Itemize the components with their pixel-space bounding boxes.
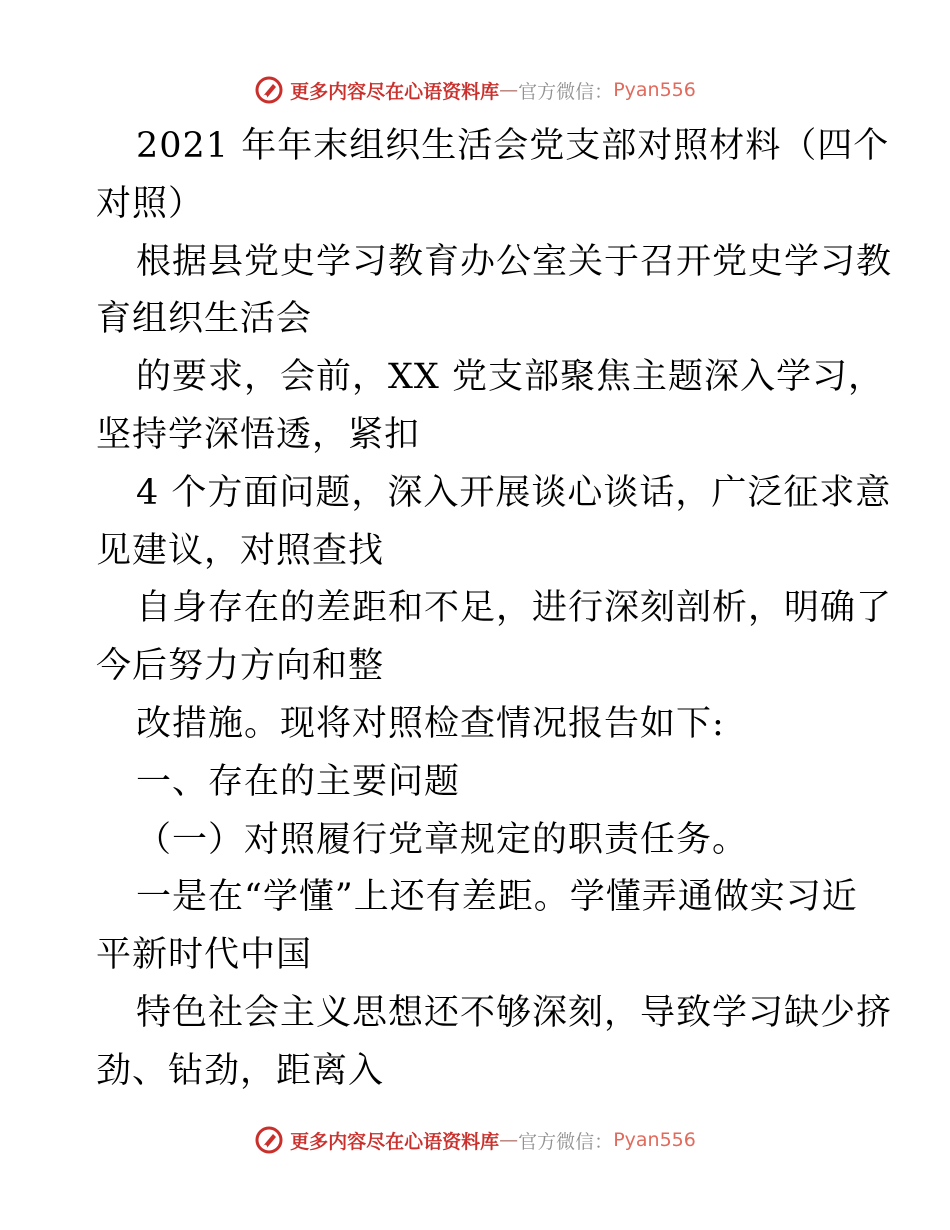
document-body [96, 118, 893, 1101]
watermark-official-label: 官方微信： [518, 80, 614, 103]
document-title-line-1: 2021 年年末组织生活会党支部对照材料（四个 [136, 126, 890, 166]
paragraph-line: 平新时代中国 [96, 935, 313, 976]
paragraph-line: 一是在“学懂”上还有差距。学懂弄通做实习近 [136, 877, 858, 918]
subsection-heading: （一）对照履行党章规定的职责任务。 [136, 819, 749, 860]
watermark-official-label: 官方微信： [518, 1130, 614, 1153]
paragraph-line: 坚持学深悟透，紧扣 [96, 414, 421, 455]
watermark-dash: — [499, 1129, 519, 1151]
header-watermark [0, 70, 950, 110]
paragraph-line: 改措施。现将对照检查情况报告如下: [136, 703, 725, 744]
section-heading: 一、存在的主要问题 [136, 761, 461, 802]
watermark-main-text: 更多内容尽在心语资料库 [290, 80, 500, 103]
paragraph-line: 见建议，对照查找 [96, 530, 385, 571]
document-title-line-2: 对照） [96, 183, 205, 224]
paragraph-line: 劲、钻劲，距离入 [96, 1050, 385, 1091]
pen-nib-logo-icon [254, 75, 284, 105]
paragraph-line: 4 个方面问题，深入开展谈心谈话，广泛征求意 [136, 472, 892, 513]
paragraph-line: 育组织生活会 [96, 299, 313, 340]
paragraph-line: 特色社会主义思想还不够深刻，导致学习缺少挤 [136, 992, 893, 1033]
footer-watermark [0, 1120, 950, 1160]
paragraph-line: 自身存在的差距和不足，进行深刻剖析，明确了 [136, 588, 893, 629]
paragraph-line: 今后努力方向和整 [96, 646, 385, 687]
watermark-main-text: 更多内容尽在心语资料库 [290, 1130, 500, 1153]
watermark-wechat-id: Pyan556 [613, 1129, 696, 1151]
paragraph-line: 根据县党史学习教育办公室关于召开党史学习教 [136, 241, 893, 282]
watermark-wechat-id: Pyan556 [613, 79, 696, 101]
watermark-dash: — [499, 79, 519, 101]
paragraph-line: 的要求，会前，XX 党支部聚焦主题深入学习， [136, 357, 884, 398]
pen-nib-logo-icon [254, 1125, 284, 1155]
